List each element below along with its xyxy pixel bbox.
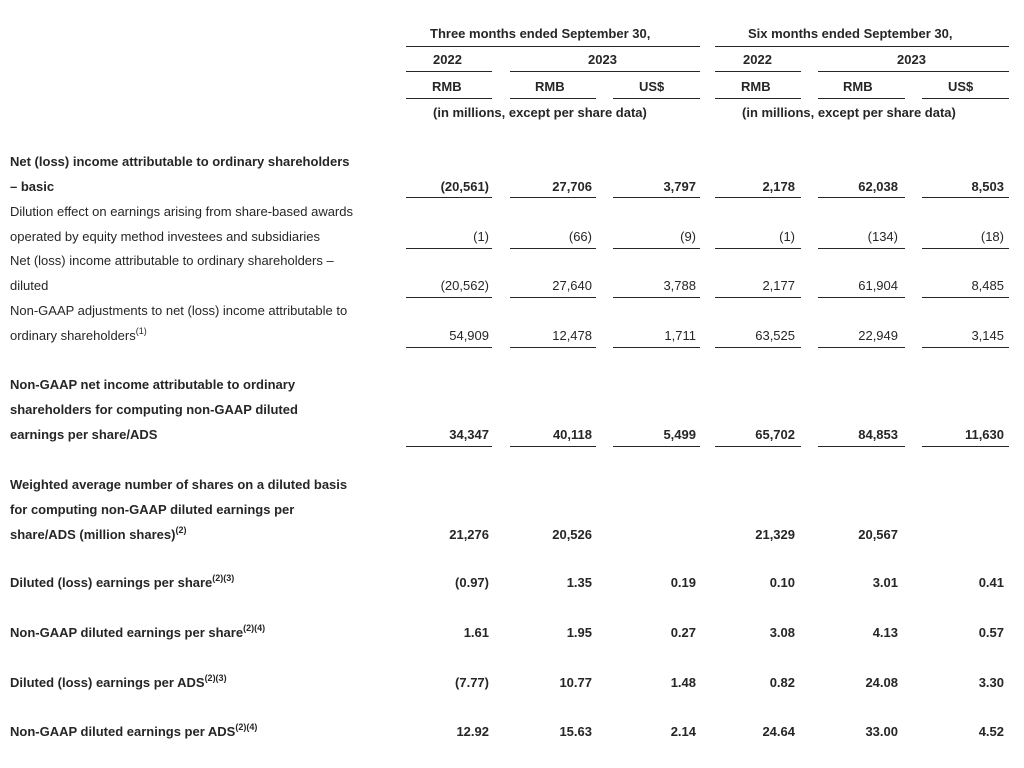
row-9-label-line-1 [10,675,227,690]
year-2023-p2: 2023 [897,52,926,67]
row-2-label-text-2: operated by equity method investees and subsidiaries [10,229,321,244]
row-6-value-col-2: 20,526 [552,527,592,542]
year-2023-p1: 2023 [588,52,617,67]
row-10-footnote-ref: (2)(4) [235,722,258,732]
row-2-rule-col-1 [406,248,492,249]
row-4-value-col-6: 3,145 [971,328,1004,343]
row-8-value-col-2: 1.95 [566,625,592,640]
row-5-label-text-2: shareholders for computing non-GAAP diluted [10,402,298,417]
row-8-value-col-6: 0.57 [978,625,1004,640]
row-1-label-text-1: Net (loss) income attributable to ordinary shareholders [10,154,350,169]
row-5-value-col-2: 40,118 [552,427,592,442]
row-8-value-col-4: 3.08 [769,625,795,640]
row-3-rule-col-4 [715,297,801,298]
row-5-label-text-1: Non-GAAP net income attributable to ordinary [10,377,296,392]
row-4-footnote-ref: (1) [135,326,147,336]
row-5-rule-col-2 [510,446,596,447]
row-5-rule-col-3 [613,446,700,447]
row-7-value-col-1: (0.97) [455,575,489,590]
row-2-label-line-2 [10,229,320,244]
row-8-value-col-1: 1.61 [463,625,489,640]
row-2-label-line-1 [10,204,353,219]
row-1-label-text-2: – basic [10,179,55,194]
row-4-label-text-1: Non-GAAP adjustments to net (loss) income attributable to [10,303,348,318]
cur-rule-4 [715,98,801,99]
row-1-rule-col-4 [715,197,801,198]
row-7-value-col-2: 1.35 [566,575,592,590]
row-10-label-text-1: Non-GAAP diluted earnings per ADS [10,724,236,739]
period2-rule [715,46,1009,47]
row-2-rule-col-4 [715,248,801,249]
row-6-label-text-3: share/ADS (million shares) [10,527,176,542]
row-4-rule-col-1 [406,347,492,348]
row-10-label-line-1 [10,724,257,739]
row-5-value-col-6: 11,630 [964,427,1004,442]
row-6-value-col-4: 21,329 [755,527,795,542]
row-3-rule-col-1 [406,297,492,298]
cur-rule-3 [613,98,700,99]
row-1-value-col-1: (20,561) [440,179,489,194]
period1-title: Three months ended September 30, [430,26,651,41]
period2-title: Six months ended September 30, [748,26,953,41]
row-3-rule-col-3 [613,297,700,298]
cur-rule-5 [818,98,905,99]
row-3-value-col-4: 2,177 [762,278,795,293]
row-10-value-col-2: 15.63 [559,724,592,739]
row-2-rule-col-3 [613,248,700,249]
row-5-value-col-3: 5,499 [663,427,696,442]
row-4-value-col-1: 54,909 [449,328,489,343]
row-6-label-text-2: for computing non-GAAP diluted earnings per [10,502,295,517]
row-2-label-text-1: Dilution effect on earnings arising from share-based awards [10,204,353,219]
cur-rmb-3: RMB [741,79,771,94]
row-8-label-text-1: Non-GAAP diluted earnings per share [10,625,244,640]
row-5-label-line-1 [10,377,295,392]
row-7-label-line-1 [10,575,234,590]
cur-rmb-1: RMB [432,79,462,94]
row-10-value-col-3: 2.14 [670,724,696,739]
row-5-label-line-3 [10,427,157,442]
row-6-footnote-ref: (2) [175,525,187,535]
row-9-footnote-ref: (2)(3) [204,673,227,683]
row-3-value-col-2: 27,640 [552,278,592,293]
row-1-label-line-1 [10,154,350,169]
row-3-value-col-6: 8,485 [971,278,1004,293]
row-6-value-col-5: 20,567 [858,527,898,542]
cur-rule-1 [406,98,492,99]
row-4-value-col-2: 12,478 [552,328,592,343]
row-6-label-line-2 [10,502,294,517]
row-4-rule-col-6 [922,347,1009,348]
row-4-label-line-1 [10,303,347,318]
row-4-value-col-4: 63,525 [755,328,795,343]
row-5-label-line-2 [10,402,298,417]
year-rule-3 [715,71,801,72]
row-10-value-col-4: 24.64 [762,724,795,739]
row-6-label-line-1 [10,477,347,492]
row-2-value-col-5: (134) [867,229,898,244]
cur-rmb-4: RMB [843,79,873,94]
row-8-footnote-ref: (2)(4) [243,623,266,633]
year-2022-p1: 2022 [433,52,462,67]
cur-rmb-2: RMB [535,79,565,94]
row-8-value-col-3: 0.27 [670,625,696,640]
row-1-value-col-4: 2,178 [762,179,795,194]
row-5-rule-col-5 [818,446,905,447]
row-2-value-col-1: (1) [473,229,489,244]
row-3-label-text-1: Net (loss) income attributable to ordinary shareholders – [10,253,334,268]
row-9-value-col-1: (7.77) [455,675,489,690]
cur-rule-6 [922,98,1009,99]
year-rule-2 [510,71,700,72]
row-4-rule-col-3 [613,347,700,348]
row-3-rule-col-6 [922,297,1009,298]
row-7-value-col-6: 0.41 [978,575,1004,590]
row-5-value-col-1: 34,347 [449,427,489,442]
row-1-rule-col-3 [613,197,700,198]
row-2-value-col-6: (18) [980,229,1004,244]
row-1-rule-col-2 [510,197,596,198]
units-note-2: (in millions, except per share data) [742,105,956,120]
row-4-rule-col-2 [510,347,596,348]
units-note-1: (in millions, except per share data) [433,105,647,120]
row-9-value-col-5: 24.08 [865,675,898,690]
row-2-rule-col-5 [818,248,905,249]
row-1-value-col-3: 3,797 [663,179,696,194]
row-4-rule-col-4 [715,347,801,348]
row-1-rule-col-6 [922,197,1009,198]
row-1-value-col-2: 27,706 [552,179,592,194]
row-5-label-text-3: earnings per share/ADS [10,427,158,442]
row-9-label-text-1: Diluted (loss) earnings per ADS [10,675,205,690]
row-5-rule-col-1 [406,446,492,447]
row-3-rule-col-2 [510,297,596,298]
year-rule-4 [818,71,1009,72]
row-1-rule-col-5 [818,197,905,198]
row-4-label-text-2: ordinary shareholders [10,328,136,343]
row-10-value-col-5: 33.00 [865,724,898,739]
row-3-value-col-5: 61,904 [858,278,898,293]
row-4-rule-col-5 [818,347,905,348]
row-5-rule-col-6 [922,446,1009,447]
year-rule-1 [406,71,492,72]
row-4-value-col-3: 1,711 [664,328,696,343]
row-5-rule-col-4 [715,446,801,447]
row-2-value-col-4: (1) [779,229,795,244]
row-6-label-line-3 [10,527,186,542]
row-9-value-col-2: 10.77 [559,675,592,690]
row-3-label-line-2 [10,278,48,293]
row-1-value-col-5: 62,038 [858,179,898,194]
row-7-value-col-4: 0.10 [769,575,795,590]
row-5-value-col-5: 84,853 [858,427,898,442]
cur-usd-1: US$ [639,79,665,94]
row-8-value-col-5: 4.13 [872,625,898,640]
cur-rule-2 [510,98,596,99]
row-4-value-col-5: 22,949 [858,328,898,343]
row-9-value-col-3: 1.48 [670,675,696,690]
row-7-label-text-1: Diluted (loss) earnings per share [10,575,213,590]
row-7-footnote-ref: (2)(3) [212,573,235,583]
row-3-label-line-1 [10,253,334,268]
row-3-value-col-1: (20,562) [440,278,489,293]
row-9-value-col-4: 0.82 [769,675,795,690]
row-8-label-line-1 [10,625,265,640]
row-7-value-col-3: 0.19 [670,575,696,590]
period1-rule [406,46,700,47]
cur-usd-2: US$ [948,79,974,94]
row-1-rule-col-1 [406,197,492,198]
row-9-value-col-6: 3.30 [978,675,1004,690]
row-4-label-line-2 [10,328,147,343]
row-10-value-col-6: 4.52 [978,724,1004,739]
row-2-value-col-2: (66) [568,229,592,244]
row-1-label-line-2 [10,179,54,194]
row-2-rule-col-2 [510,248,596,249]
row-3-label-text-2: diluted [10,278,49,293]
row-3-value-col-3: 3,788 [663,278,696,293]
row-10-value-col-1: 12.92 [456,724,489,739]
row-2-rule-col-6 [922,248,1009,249]
year-2022-p2: 2022 [743,52,772,67]
row-3-rule-col-5 [818,297,905,298]
row-6-value-col-1: 21,276 [449,527,489,542]
row-7-value-col-5: 3.01 [872,575,898,590]
row-1-value-col-6: 8,503 [971,179,1004,194]
row-5-value-col-4: 65,702 [755,427,795,442]
row-2-value-col-3: (9) [680,229,696,244]
row-6-label-text-1: Weighted average number of shares on a diluted basis [10,477,348,492]
